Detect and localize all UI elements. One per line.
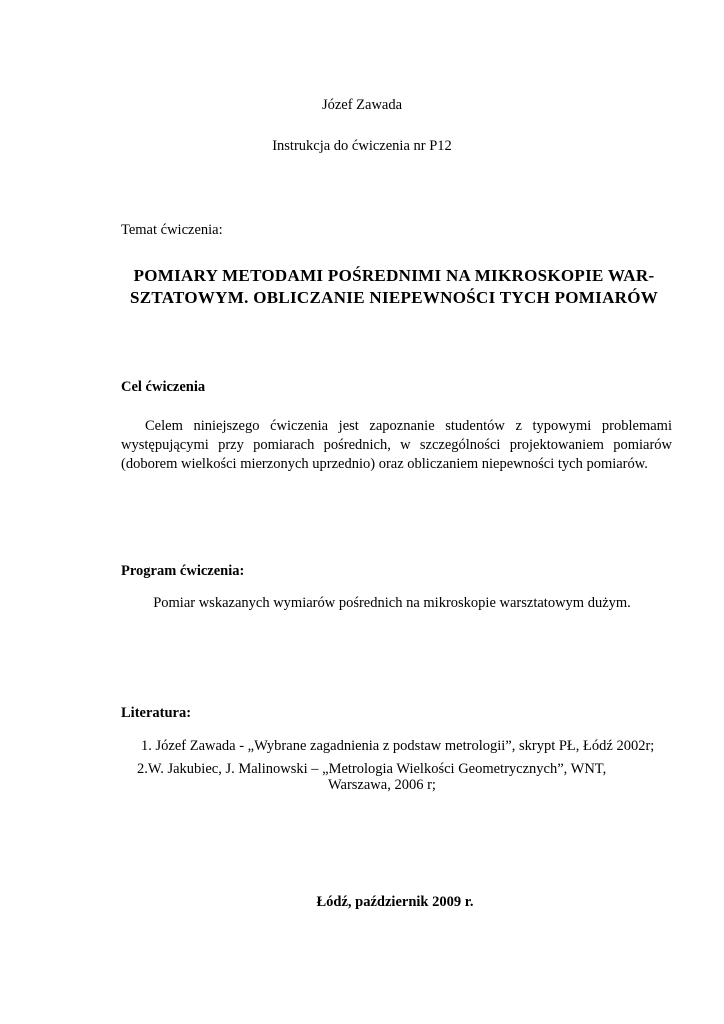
goal-paragraph: Celem niniejszego ćwiczenia jest zapoznanie studentów z typowymi problemami występującymi przy pomiarach pośrednich, w szczególności projektowaniem pomiarów (doborem wielkości mierzonych uprzednio) oraz obliczaniem niepewności tych pomiarów.	[121, 418, 672, 472]
literature-item-1: 1. Józef Zawada - „Wybrane zagadnienia z podstaw metrologii”, skrypt PŁ, Łódź 2002r;	[141, 738, 655, 754]
program-text	[0, 595, 724, 612]
author-name: Józef Zawada	[321, 97, 403, 113]
topic-title-line1: POMIARY METODAMI POŚREDNIMI NA MIKROSKOPIE WAR-	[133, 266, 655, 285]
instruction-title: Instrukcja do ćwiczenia nr P12	[272, 138, 452, 154]
program-heading: Program ćwiczenia:	[121, 563, 245, 579]
topic-label: Temat ćwiczenia:	[121, 222, 223, 238]
literature-item-2-continued: Warszawa, 2006 r;	[328, 777, 436, 793]
literature-heading: Literatura:	[121, 705, 192, 721]
topic-title	[118, 265, 670, 309]
program-text-content: Pomiar wskazanych wymiarów pośrednich na mikroskopie warsztatowym dużym.	[153, 595, 631, 611]
literature-item-2: 2.W. Jakubiec, J. Malinowski – „Metrologia Wielkości Geometrycznych”, WNT,	[137, 761, 607, 777]
goal-heading: Cel ćwiczenia	[121, 379, 206, 395]
topic-title-line2: SZTATOWYM. OBLICZANIE NIEPEWNOŚCI TYCH POMIARÓW	[129, 288, 659, 307]
place-date: Łódź, październik 2009 r.	[316, 894, 474, 910]
